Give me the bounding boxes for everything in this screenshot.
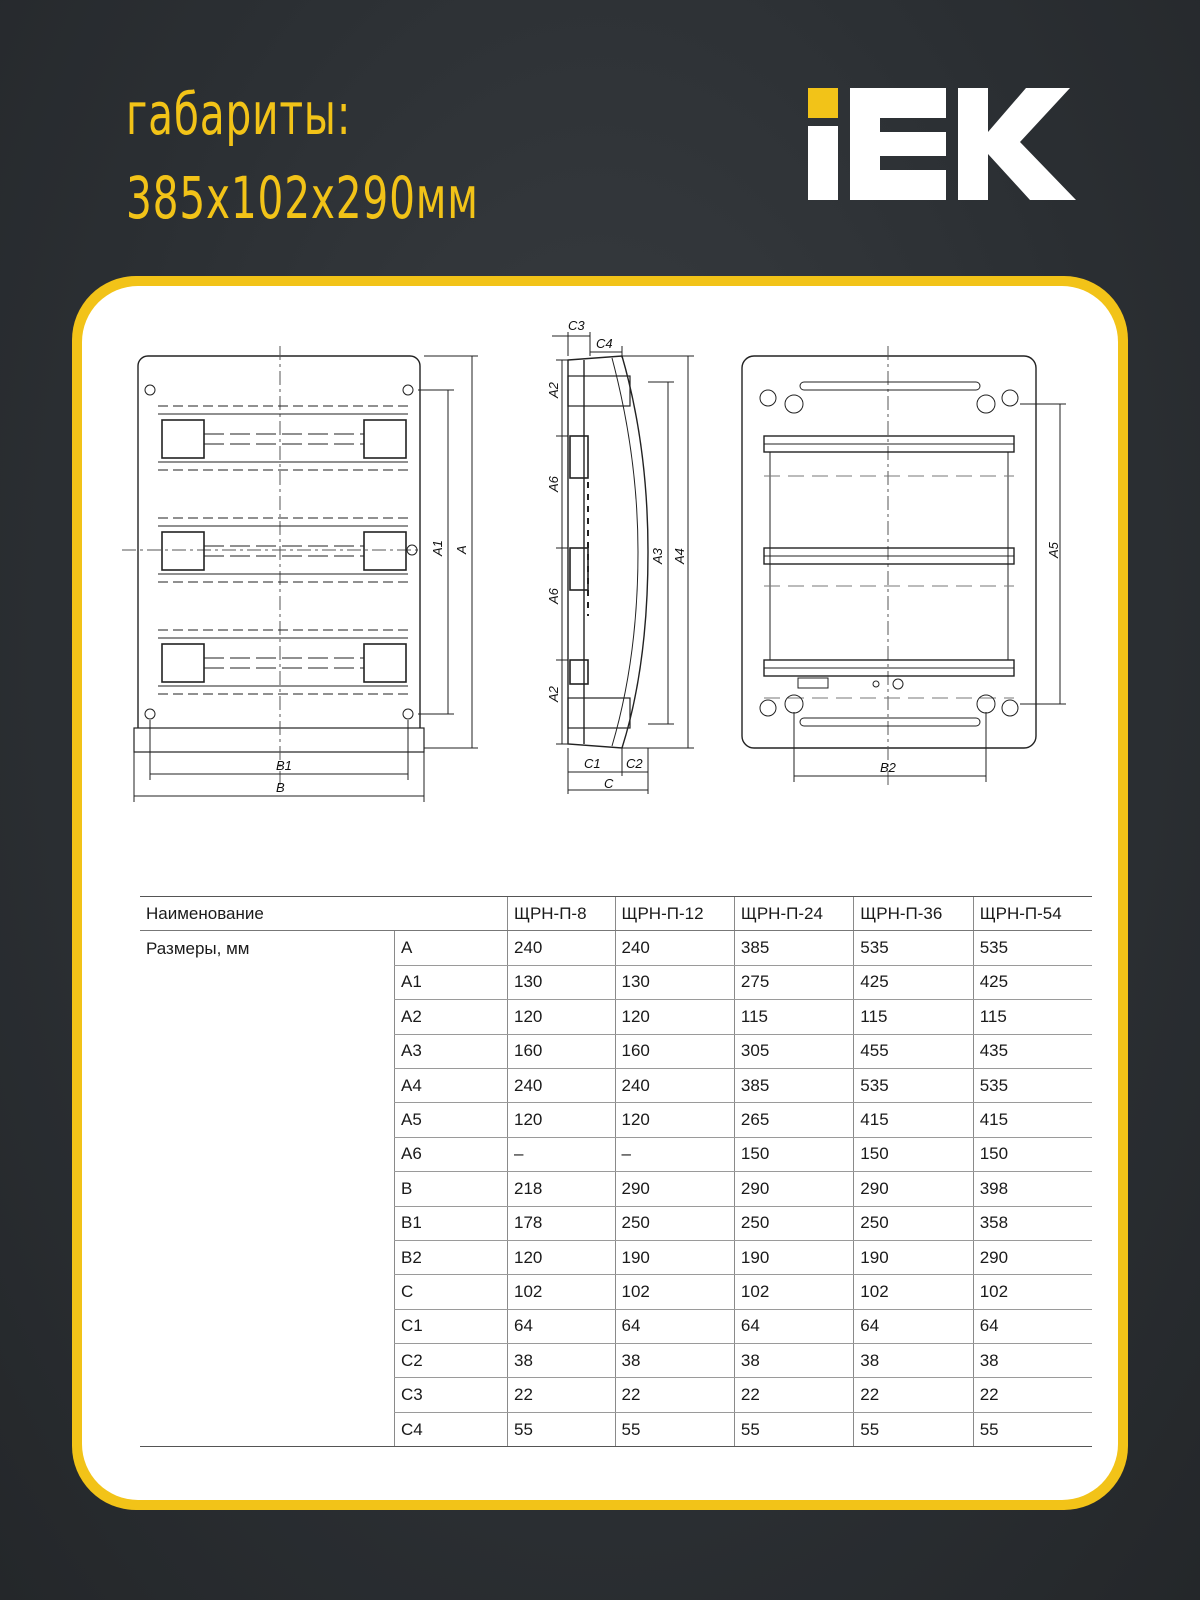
table-cell: 120	[508, 1000, 616, 1034]
svg-text:C: C	[604, 776, 614, 791]
table-cell: 240	[508, 931, 616, 965]
table-cell: 150	[854, 1137, 973, 1171]
table-cell: 120	[615, 1000, 734, 1034]
table-cell: 64	[854, 1309, 973, 1343]
table-cell: 178	[508, 1206, 616, 1240]
svg-text:A1: A1	[430, 540, 445, 556]
table-cell: 240	[615, 1068, 734, 1102]
table-cell: 250	[854, 1206, 973, 1240]
svg-text:B2: B2	[880, 760, 896, 775]
svg-text:A: A	[454, 545, 469, 554]
table-cell: 55	[508, 1412, 616, 1446]
table-group-label: Размеры, мм	[140, 931, 395, 1447]
table-param: A6	[395, 1137, 508, 1171]
table-cell: 55	[973, 1412, 1092, 1446]
table-cell: 535	[973, 1068, 1092, 1102]
table-param: A5	[395, 1103, 508, 1137]
svg-text:A5: A5	[1046, 542, 1061, 558]
front-view-drawing	[122, 346, 478, 802]
table-param: A3	[395, 1034, 508, 1068]
table-param: A4	[395, 1068, 508, 1102]
page-title	[126, 72, 578, 240]
table-cell: 535	[854, 931, 973, 965]
svg-text:A3: A3	[650, 548, 665, 564]
svg-text:C2: C2	[626, 756, 643, 771]
table-cell: 115	[734, 1000, 853, 1034]
table-cell: 455	[854, 1034, 973, 1068]
table-cell: 535	[973, 931, 1092, 965]
table-param: C1	[395, 1309, 508, 1343]
table-cell: 290	[854, 1172, 973, 1206]
table-cell: 22	[734, 1378, 853, 1412]
table-cell: 22	[854, 1378, 973, 1412]
table-cell: 150	[734, 1137, 853, 1171]
table-param: C4	[395, 1412, 508, 1446]
table-cell: –	[508, 1137, 616, 1171]
table-cell: 55	[615, 1412, 734, 1446]
title-line-1: габариты:	[126, 80, 352, 148]
table-header-row	[140, 897, 1092, 931]
table-cell: 38	[508, 1344, 616, 1378]
table-cell: 115	[973, 1000, 1092, 1034]
table-cell: 240	[615, 931, 734, 965]
table-cell: 305	[734, 1034, 853, 1068]
table-cell: –	[615, 1137, 734, 1171]
table-param: C	[395, 1275, 508, 1309]
table-cell: 398	[973, 1172, 1092, 1206]
svg-text:C4: C4	[596, 336, 613, 351]
svg-text:B1: B1	[276, 758, 292, 773]
table-cell: 425	[973, 965, 1092, 999]
table-cell: 38	[973, 1344, 1092, 1378]
table-cell: 385	[734, 931, 853, 965]
table-cell: 102	[615, 1275, 734, 1309]
table-cell: 22	[615, 1378, 734, 1412]
side-view-drawing	[546, 318, 694, 794]
table-cell: 115	[854, 1000, 973, 1034]
table-cell: 250	[734, 1206, 853, 1240]
svg-text:B: B	[276, 780, 285, 795]
table-cell: 535	[854, 1068, 973, 1102]
table-cell: 120	[615, 1103, 734, 1137]
table-cell: 190	[734, 1240, 853, 1274]
table-cell: 102	[508, 1275, 616, 1309]
back-rail-2	[764, 548, 1014, 564]
table-cell: 55	[854, 1412, 973, 1446]
table-param: A	[395, 931, 508, 965]
table-cell: 64	[615, 1309, 734, 1343]
table-cell: 102	[854, 1275, 973, 1309]
dimension-drawings	[82, 286, 1118, 846]
table-row	[140, 931, 1092, 965]
table-cell: 190	[854, 1240, 973, 1274]
table-cell: 415	[854, 1103, 973, 1137]
table-cell: 130	[508, 965, 616, 999]
table-cell: 38	[734, 1344, 853, 1378]
table-param: B2	[395, 1240, 508, 1274]
svg-text:C1: C1	[584, 756, 601, 771]
dimensions-table	[140, 896, 1092, 1447]
table-cell: 150	[973, 1137, 1092, 1171]
table-cell: 160	[508, 1034, 616, 1068]
table-cell: 435	[973, 1034, 1092, 1068]
table-param: A2	[395, 1000, 508, 1034]
logo-yellow-square	[808, 88, 838, 118]
table-param: C3	[395, 1378, 508, 1412]
table-cell: 190	[615, 1240, 734, 1274]
table-header-name: Наименование	[140, 897, 508, 931]
svg-text:A2: A2	[546, 686, 561, 702]
table-cell: 38	[854, 1344, 973, 1378]
table-cell: 120	[508, 1103, 616, 1137]
logo-letter-e-spine	[850, 88, 880, 200]
table-cell: 64	[973, 1309, 1092, 1343]
table-param: B	[395, 1172, 508, 1206]
table-cell: 22	[973, 1378, 1092, 1412]
table-cell: 425	[854, 965, 973, 999]
table-param: C2	[395, 1344, 508, 1378]
front-rail-1	[158, 406, 408, 470]
info-card-content	[82, 286, 1118, 1500]
table-cell: 64	[734, 1309, 853, 1343]
svg-text:C3: C3	[568, 318, 585, 333]
table-cell: 358	[973, 1206, 1092, 1240]
logo-letter-k	[958, 88, 1076, 200]
table-header-model: ЩРН-П-36	[854, 897, 973, 931]
table-param: B1	[395, 1206, 508, 1240]
svg-text:A2: A2	[546, 382, 561, 398]
table-header-model: ЩРН-П-54	[973, 897, 1092, 931]
table-cell: 102	[734, 1275, 853, 1309]
table-cell: 290	[973, 1240, 1092, 1274]
table-cell: 415	[973, 1103, 1092, 1137]
table-cell: 265	[734, 1103, 853, 1137]
table-cell: 55	[734, 1412, 853, 1446]
table-cell: 290	[615, 1172, 734, 1206]
table-cell: 160	[615, 1034, 734, 1068]
title-line-2: 385x102x290мм	[126, 164, 479, 232]
svg-text:A6: A6	[546, 476, 561, 492]
table-cell: 102	[973, 1275, 1092, 1309]
iek-logo	[808, 88, 1100, 200]
table-param: A1	[395, 965, 508, 999]
info-card	[72, 276, 1128, 1510]
table-cell: 218	[508, 1172, 616, 1206]
svg-text:A6: A6	[546, 588, 561, 604]
svg-text:A4: A4	[672, 548, 687, 564]
table-cell: 64	[508, 1309, 616, 1343]
table-header-model: ЩРН-П-8	[508, 897, 616, 931]
table-cell: 385	[734, 1068, 853, 1102]
front-rail-3	[158, 630, 408, 694]
back-rail-1	[764, 436, 1014, 452]
table-cell: 130	[615, 965, 734, 999]
table-cell: 22	[508, 1378, 616, 1412]
table-cell: 38	[615, 1344, 734, 1378]
table-cell: 120	[508, 1240, 616, 1274]
table-cell: 290	[734, 1172, 853, 1206]
logo-letter-i	[808, 126, 838, 200]
back-rail-3	[764, 660, 1014, 676]
table-cell: 250	[615, 1206, 734, 1240]
table-header-model: ЩРН-П-24	[734, 897, 853, 931]
back-view-drawing	[742, 346, 1066, 786]
table-cell: 275	[734, 965, 853, 999]
table-cell: 240	[508, 1068, 616, 1102]
table-header-model: ЩРН-П-12	[615, 897, 734, 931]
